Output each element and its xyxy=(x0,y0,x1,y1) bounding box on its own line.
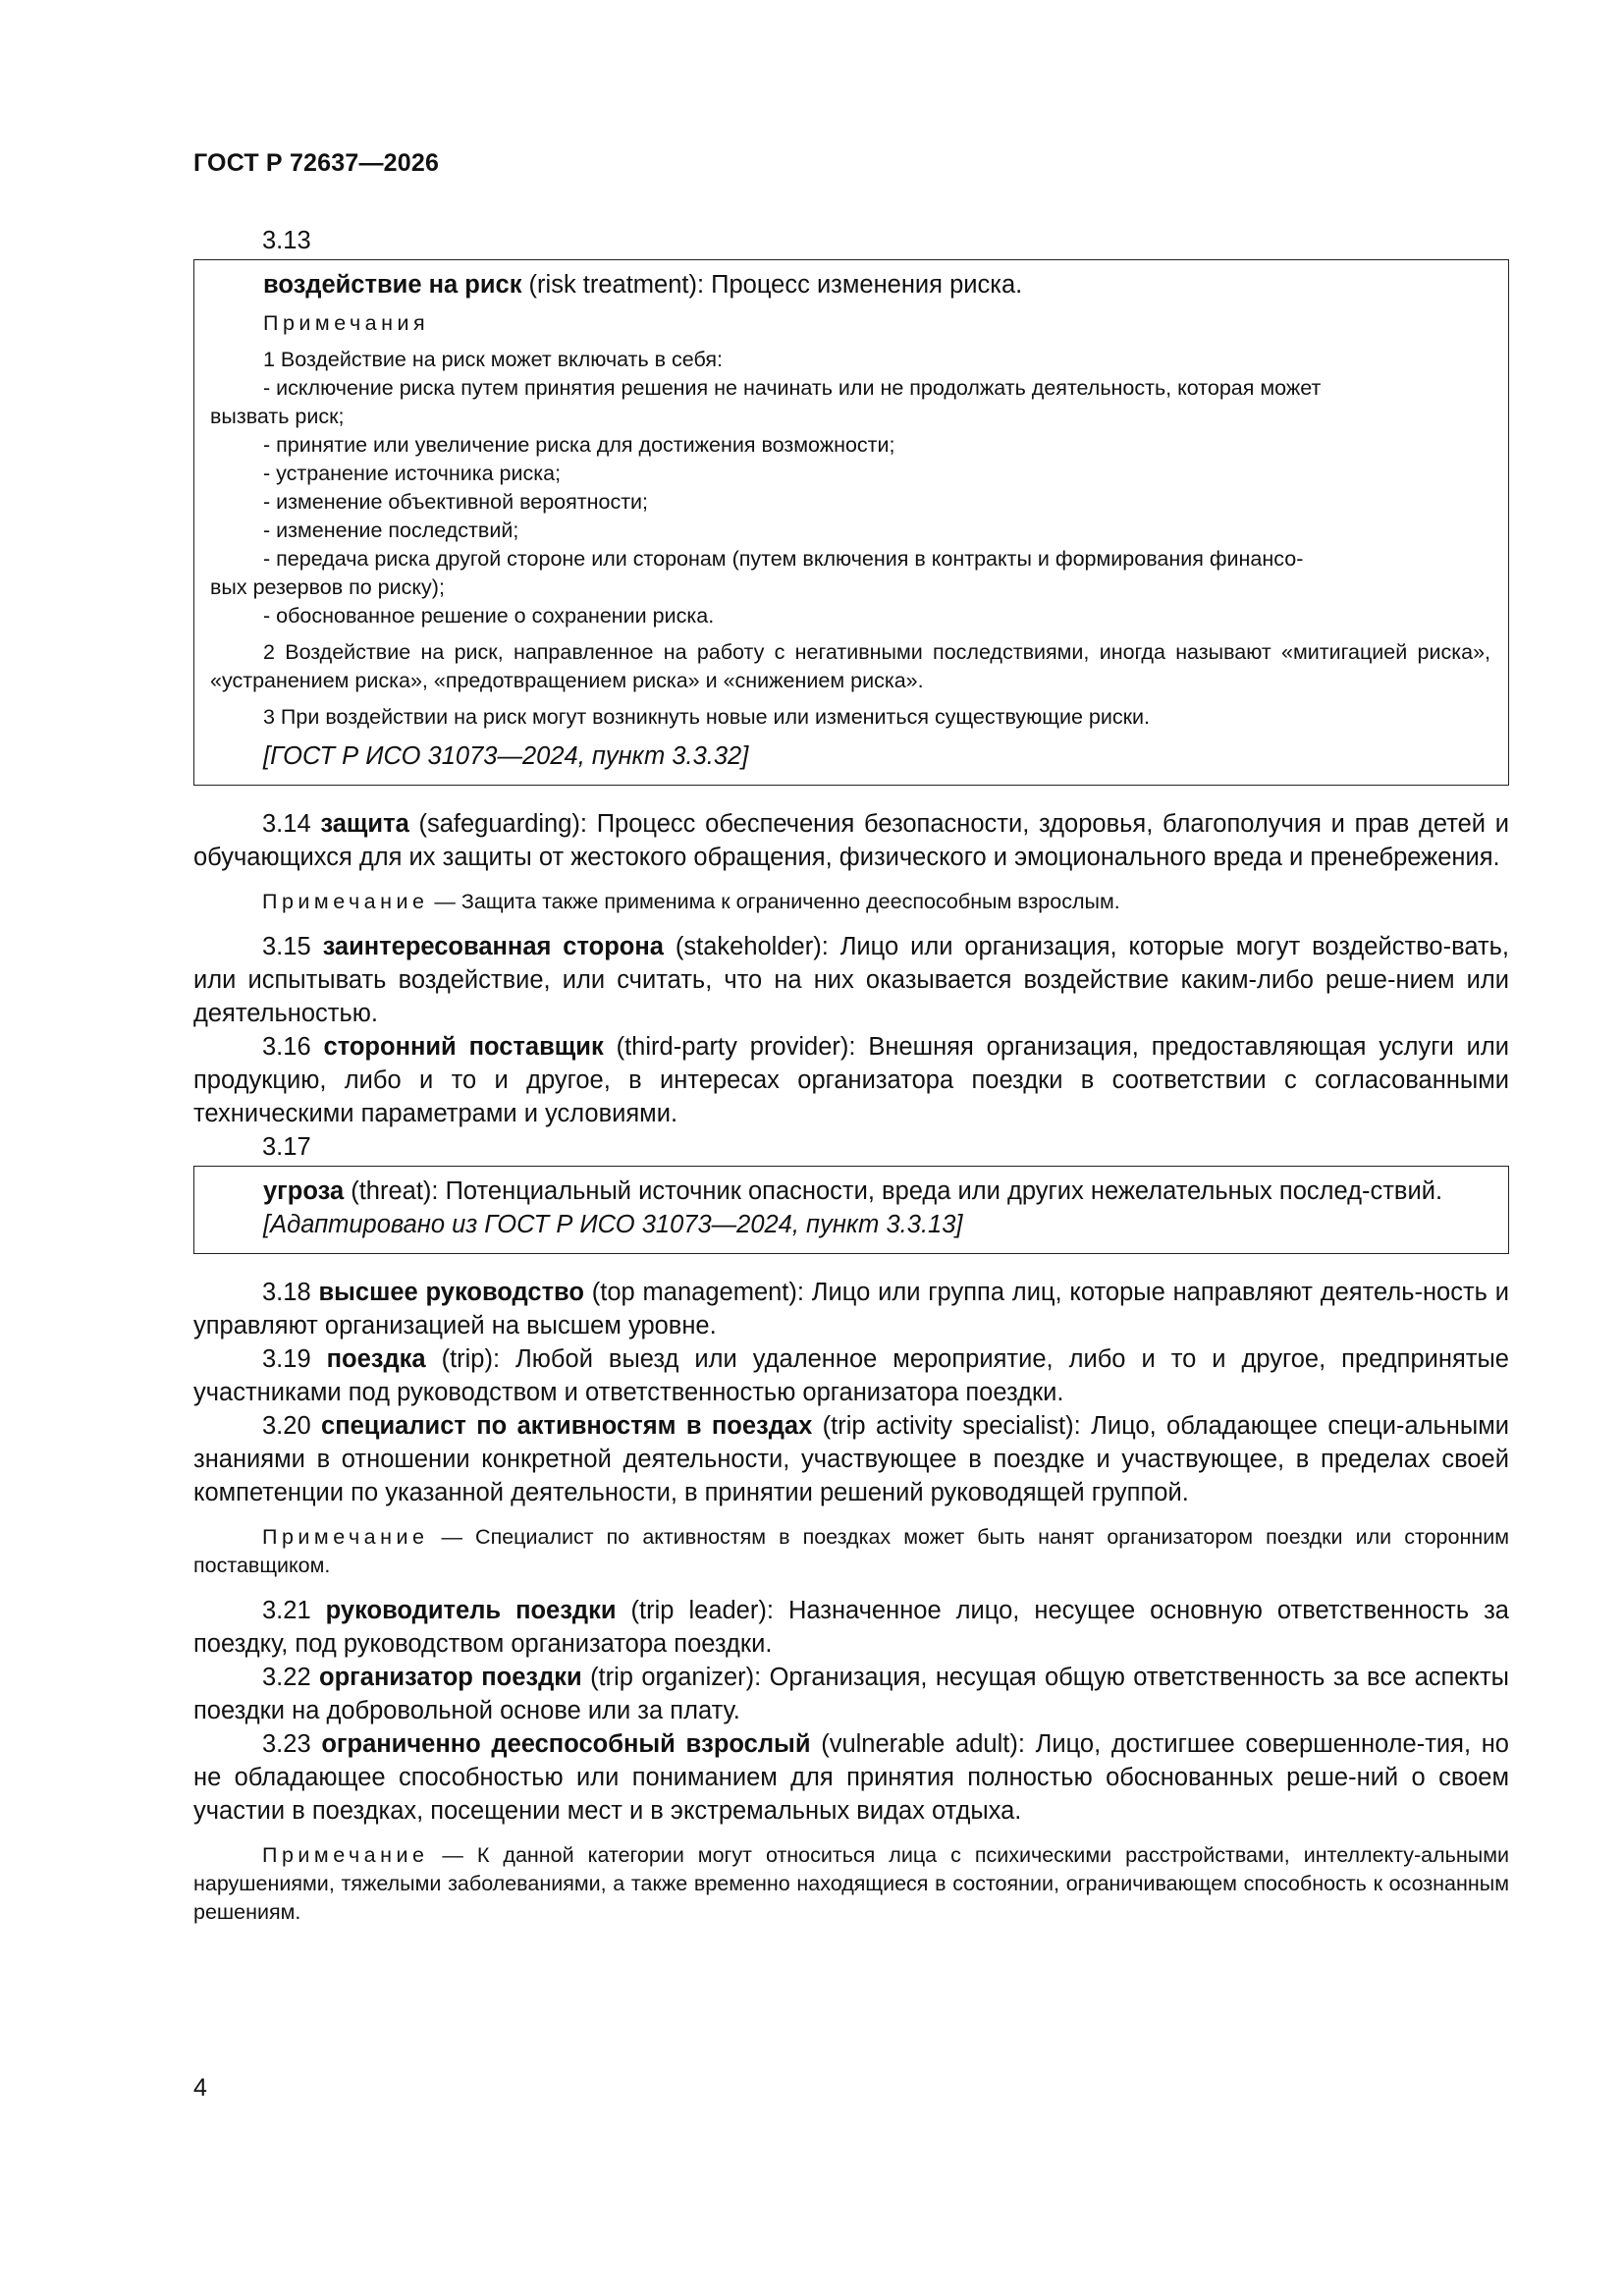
term-3-20 xyxy=(193,1409,1509,1509)
term-3-13-note-1-item: вых резервов по риску); xyxy=(210,575,445,599)
term-3-17-definition xyxy=(210,1175,1490,1208)
term-3-13-note-1-item: вызвать риск; xyxy=(210,405,345,428)
term-3-16-term: сторонний поставщик xyxy=(323,1033,604,1061)
term-3-21-term: руководитель поездки xyxy=(325,1597,617,1624)
page-number: 4 xyxy=(193,2074,207,2102)
term-3-18 xyxy=(193,1276,1509,1342)
term-3-13-number: 3.13 xyxy=(262,227,311,254)
term-3-13-source: [ГОСТ Р ИСО 31073—2024, пункт 3.3.32] xyxy=(263,742,749,770)
term-3-13-notes-label: Примечания xyxy=(263,311,430,335)
term-3-21-text: (trip leader): Назначенное лицо, несущее основную ответственность за поездку, под руководством организатора поездки. xyxy=(193,1597,1509,1658)
term-3-13-note-1-item: - исключение риска путем принятия решения не начинать или не продолжать деятельность, которая может xyxy=(263,376,1322,400)
document-body xyxy=(193,224,1509,1927)
term-3-15 xyxy=(193,930,1509,1030)
term-3-19-term: поездка xyxy=(326,1345,426,1373)
term-3-20-term: специалист по активностям в поездах xyxy=(321,1412,813,1440)
term-3-13-term: воздействие на риск xyxy=(263,271,522,299)
term-3-13-note-3: 3 При воздействии на риск могут возникнуть новые или измениться существующие риски. xyxy=(263,705,1151,729)
term-3-22-number: 3.22 xyxy=(262,1664,311,1691)
note-label: Примечание xyxy=(262,1525,429,1549)
note-label: Примечание xyxy=(262,1843,429,1867)
term-3-23-note xyxy=(193,1841,1509,1927)
term-3-22-term: организатор поездки xyxy=(319,1664,582,1691)
term-3-13-note-1-item: - передача риска другой стороне или сторонам (путем включения в контракты и формирования финансо- xyxy=(263,547,1304,571)
note-label: Примечание xyxy=(262,890,429,913)
term-3-14-term: защита xyxy=(320,810,409,838)
term-3-20-text: (trip activity specialist): Лицо, обладающее специ-альными знаниями в отношении конкретной деятельности, участвующее в поездке и участвующее, в пределах своей компетенции по указанной деятельности, в принятии решений руководящей группой. xyxy=(193,1412,1509,1506)
term-3-17-box xyxy=(193,1166,1509,1254)
term-3-13-note-1-item: - изменение последствий; xyxy=(263,519,519,542)
term-3-21-number: 3.21 xyxy=(262,1597,311,1624)
term-3-13-note-1-item: - обоснованное решение о сохранении риска. xyxy=(263,604,715,628)
note-text: — К данной категории могут относиться лица с психическими расстройствами, интеллекту-альными нарушениями, тяжелыми заболеваниями, а также временно находящиеся в состоянии, ограничивающем способность к осознанным решениям. xyxy=(193,1843,1509,1924)
term-3-22 xyxy=(193,1661,1509,1727)
term-3-18-number: 3.18 xyxy=(262,1279,311,1306)
term-3-22-text: (trip organizer): Организация, несущая общую ответственность за все аспекты поездки на добровольной основе или за плату. xyxy=(193,1664,1509,1724)
term-3-13-text: (risk treatment): Процесс изменения риска. xyxy=(521,271,1023,299)
term-3-17-text: (threat): Потенциальный источник опасности, вреда или других нежелательных послед-ствий. xyxy=(344,1177,1443,1205)
term-3-15-number: 3.15 xyxy=(262,933,311,960)
term-3-18-term: высшее руководство xyxy=(318,1279,584,1306)
term-3-20-number: 3.20 xyxy=(262,1412,311,1440)
term-3-17-term: угроза xyxy=(263,1177,345,1205)
term-3-13-box xyxy=(193,259,1509,786)
term-3-20-note xyxy=(193,1523,1509,1580)
note-text: — Защита также применима к ограниченно дееспособным взрослым. xyxy=(428,890,1120,913)
term-3-13-note-1-intro: 1 Воздействие на риск может включать в себя: xyxy=(263,348,723,371)
term-3-13-note-1-item: - принятие или увеличение риска для достижения возможности; xyxy=(263,433,895,457)
term-3-14 xyxy=(193,807,1509,874)
term-3-15-text: (stakeholder): Лицо или организация, которые могут воздейство-вать, или испытывать воздействие, или считать, что на них оказывается воздействие каким-либо реше-нием или деятельностью. xyxy=(193,933,1509,1027)
term-3-21 xyxy=(193,1594,1509,1661)
term-3-19 xyxy=(193,1342,1509,1409)
term-3-13-note-1-item: - устранение источника риска; xyxy=(263,462,562,485)
term-3-23-term: ограниченно дееспособный взрослый xyxy=(321,1730,811,1758)
term-3-19-number: 3.19 xyxy=(262,1345,311,1373)
term-3-14-number: 3.14 xyxy=(262,810,311,838)
term-3-17-number: 3.17 xyxy=(262,1133,311,1161)
term-3-16-text: (third-party provider): Внешняя организация, предоставляющая услуги или продукцию, либо и то и другое, в интересах организатора поездки в соответствии с согласованными техническими параметрами и условиями. xyxy=(193,1033,1509,1127)
term-3-14-text: (safeguarding): Процесс обеспечения безопасности, здоровья, благополучия и прав детей и обучающихся для их защиты от жестокого обращения, физического и эмоционального вреда и пренебрежения. xyxy=(193,810,1510,871)
term-3-13-definition xyxy=(210,268,1490,301)
note-text: — Специалист по активностям в поездках может быть нанят организатором поездки или сторонним поставщиком. xyxy=(193,1525,1509,1577)
term-3-23-number: 3.23 xyxy=(262,1730,311,1758)
term-3-13-note-2: 2 Воздействие на риск, направленное на работу с негативными последствиями, иногда называют «митигацией риска», «устранением риска», «предотвращением риска» и «снижением риска». xyxy=(210,640,1490,692)
term-3-23-text: (vulnerable adult): Лицо, достигшее совершенноле-тия, но не обладающее способностью или пониманием для принятия полностью обоснованных реше-ний о своем участии в поездках, посещении мест и в экстремальных видах отдыха. xyxy=(193,1730,1509,1825)
term-3-16 xyxy=(193,1030,1509,1130)
term-3-15-term: заинтересованная сторона xyxy=(322,933,664,960)
document-header: ГОСТ Р 72637—2026 xyxy=(193,149,440,177)
term-3-23 xyxy=(193,1727,1509,1828)
term-3-19-text: (trip): Любой выезд или удаленное мероприятие, либо и то и другое, предпринятые участниками под руководством и ответственностью организатора поездки. xyxy=(193,1345,1509,1406)
term-3-16-number: 3.16 xyxy=(262,1033,311,1061)
term-3-14-note xyxy=(193,888,1509,916)
term-3-17-source: [Адаптировано из ГОСТ Р ИСО 31073—2024, пункт 3.3.13] xyxy=(263,1211,963,1238)
term-3-13-note-1-item: - изменение объективной вероятности; xyxy=(263,490,649,514)
term-3-18-text: (top management): Лицо или группа лиц, которые направляют деятель-ность и управляют организацией на высшем уровне. xyxy=(193,1279,1510,1339)
